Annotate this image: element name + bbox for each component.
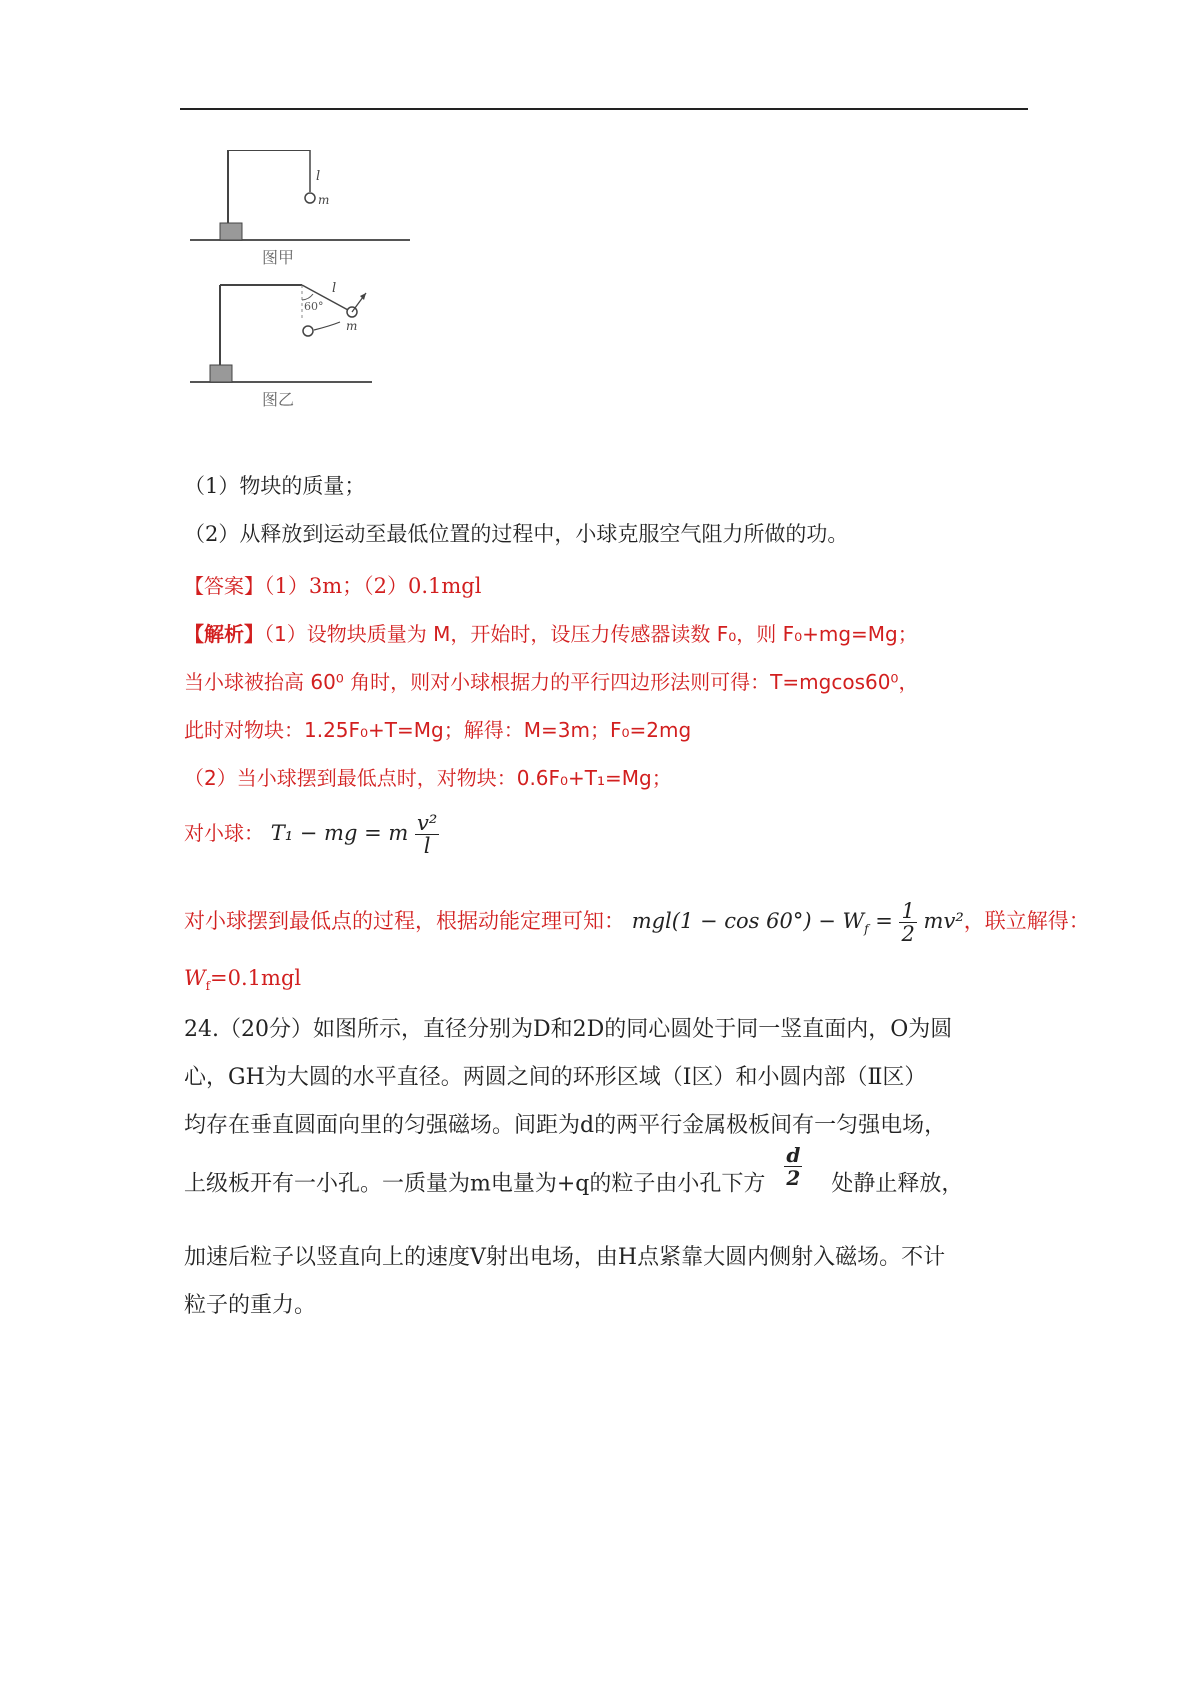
analysis-tag: 【解析】 <box>184 622 264 646</box>
analysis-text-1: （1）设物块质量为 M，开始时，设压力传感器读数 F₀，则 F₀+mg=Mg； <box>264 622 918 646</box>
analysis-5-num: v² <box>416 811 438 835</box>
analysis-6-fraction <box>899 900 916 945</box>
analysis-line-4: （2）当小球摆到最低点时，对物块：0.6F₀+T₁=Mg； <box>184 766 672 790</box>
problem24-line-4 <box>184 1143 964 1207</box>
analysis-line-2: 当小球被抬高 60⁰ 角时，则对小球根据力的平行四边形法则可得：T=mgcos60⁰， <box>184 670 919 694</box>
problem24-line-2: 心，GH为大圆的水平直径。两圆之间的环形区域（Ⅰ区）和小圆内部（Ⅱ区） <box>184 1065 927 1090</box>
analysis-5-formula: T₁ − mg = m <box>270 821 409 845</box>
problem24-line-4b: 处静止释放， <box>831 1171 964 1197</box>
jia-length-label: l <box>316 169 321 184</box>
analysis-7-tail: =0.1mgl <box>210 966 302 990</box>
analysis-6-num: 1 <box>901 899 915 923</box>
question-1: （1）物块的质量； <box>184 474 366 498</box>
analysis-6-den: 2 <box>901 922 915 946</box>
analysis-6-prefix: 对小球摆到最低点的过程，根据动能定理可知： <box>184 909 625 933</box>
problem24-line-4a: 上级板开有一小孔。一质量为m电量为+q的粒子由小孔下方 <box>184 1171 766 1197</box>
jia-mass-label: m <box>318 193 330 207</box>
header-rule <box>180 108 1028 110</box>
analysis-6-suffix: ，联立解得： <box>963 909 1090 933</box>
analysis-line-1 <box>184 618 918 647</box>
yi-mass-label: m <box>346 319 358 333</box>
problem24-fraction <box>784 1144 802 1189</box>
problem24-line-5: 加速后粒子以竖直向上的速度V射出电场，由H点紧靠大圆内侧射入磁场。不计 <box>184 1245 946 1270</box>
figure-jia <box>190 150 410 267</box>
yi-caption: 图乙 <box>262 390 295 409</box>
question-2: （2）从释放到运动至最低位置的过程中，小球克服空气阻力所做的功。 <box>184 522 849 546</box>
yi-angle-label: 60° <box>304 300 324 313</box>
analysis-line-5 <box>184 812 439 857</box>
analysis-line-7 <box>184 966 301 993</box>
analysis-5-fraction <box>415 812 439 857</box>
analysis-6-tail: mv² <box>923 909 964 933</box>
problem24-frac-num: d <box>786 1143 801 1167</box>
analysis-line-3: 此时对物块：1.25F₀+T=Mg；解得：M=3m；F₀=2mg <box>184 718 692 742</box>
analysis-6-eq: = <box>875 909 900 933</box>
figure-yi <box>190 281 372 409</box>
problem24-line-6: 粒子的重力。 <box>184 1293 317 1318</box>
problem24-line-1: 24.（20分）如图所示，直径分别为D和2D的同心圆处于同一竖直面内，O为圆 <box>184 1017 953 1042</box>
problem24-line-3: 均存在垂直圆面向里的匀强磁场。间距为d的两平行金属极板间有一匀强电场， <box>184 1113 947 1138</box>
answer-line <box>184 570 481 600</box>
analysis-5-prefix: 对小球： <box>184 821 264 845</box>
pendulum-figure <box>190 150 450 425</box>
analysis-5-den: l <box>423 834 431 858</box>
answer-text: （1）3m；（2）0.1mgl <box>264 574 482 598</box>
analysis-7-w: W <box>184 966 206 990</box>
analysis-line-6 <box>184 900 1090 945</box>
jia-caption: 图甲 <box>262 248 295 267</box>
analysis-7-sub: f <box>205 979 211 994</box>
problem24-frac-den: 2 <box>786 1166 801 1190</box>
analysis-6-sub: f <box>864 922 869 937</box>
answer-tag: 【答案】 <box>184 574 264 598</box>
analysis-6-formula: mgl(1 − cos 60°) − W <box>631 909 865 933</box>
yi-length-label: l <box>332 281 337 296</box>
